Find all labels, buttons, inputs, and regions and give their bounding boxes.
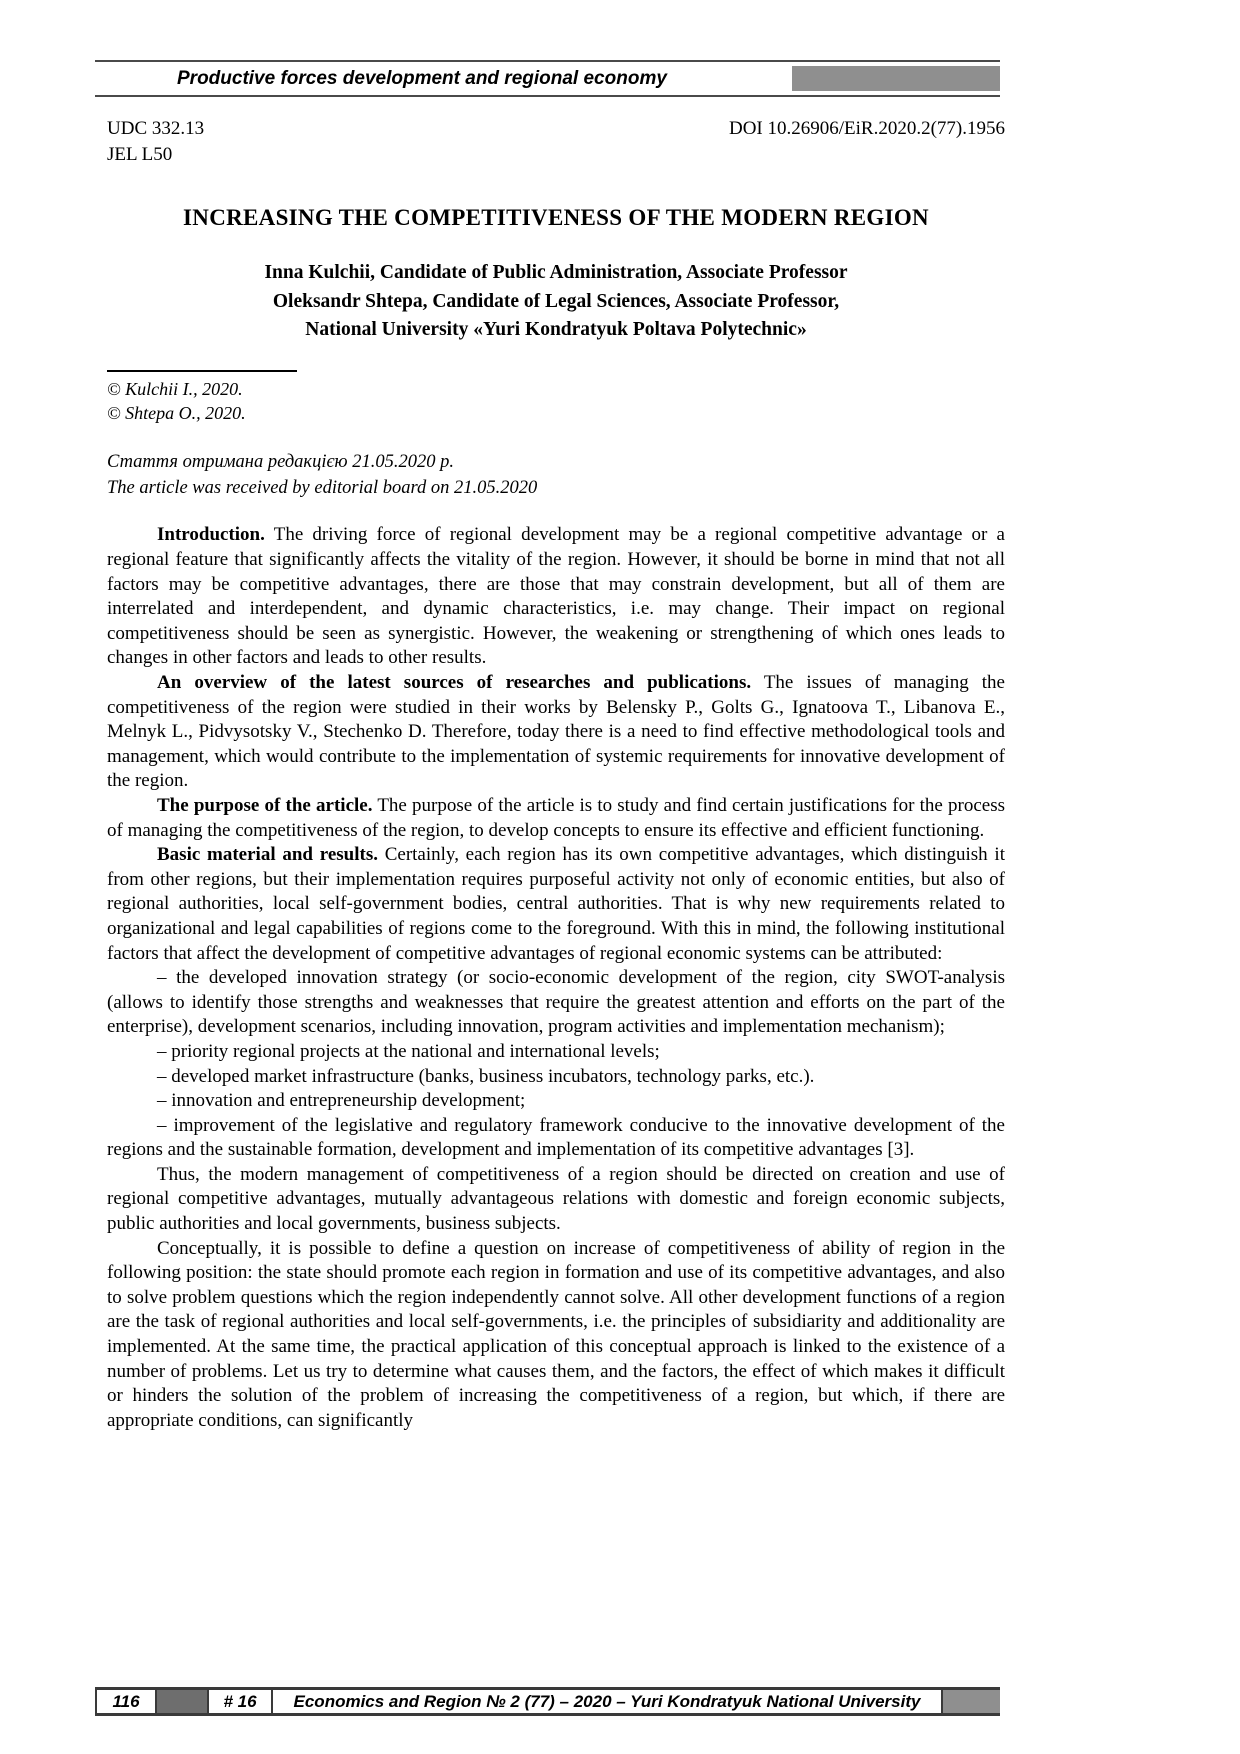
journal-line: Economics and Region № 2 (77) – 2020 – Yuri Kondratyuk National University <box>273 1690 943 1713</box>
copyright-line: © Shtepa O., 2020. <box>107 403 246 424</box>
list-item <box>107 1040 1005 1065</box>
authors-block <box>107 259 1005 344</box>
paragraph-purpose <box>107 794 1005 843</box>
list-item <box>107 1089 1005 1114</box>
paragraph-conceptually <box>107 1237 1005 1434</box>
paragraph-text: The issues of managing the competitiveness of the region were studied in their works by Belensky P., Golts G., Ignatoova T., Libanova E., Melnyk L., Pidvysotsky V., Stechenko D. Therefore, today there is a need to find effective methodological tools and management, which would contribute to the implementation of systemic requirements for innovative development of the region. <box>107 672 1005 792</box>
paragraph-overview <box>107 671 1005 794</box>
list-item <box>107 966 1005 1040</box>
paragraph-text: Conceptually, it is possible to define a question on increase of competitiveness of ability of region in the following position: the state should promote each region in formation and use of its competitive advantages, and also to solve problem questions which the region independently cannot solve. All other development functions of a region are the task of regional authorities and local self-governments, i.e. the principles of subsidiarity and additionality are implemented. At the same time, the practical application of this conceptual approach is linked to the existence of a number of problems. Let us try to determine what causes them, and the factors, the effect of which makes it difficult or hinders the solution of the problem of increasing the competitiveness of a region, but which, if there are appropriate conditions, can significantly <box>107 1237 1005 1431</box>
paragraph-lead: Basic material and results. <box>157 844 378 866</box>
paragraph-text: Thus, the modern management of competitiveness of a region should be directed on creation and use of regional competitive advantages, mutually advantageous relations with domestic and foreign economic subjects, public authorities and local governments, business subjects. <box>107 1163 1005 1235</box>
header-gray-block <box>792 66 1000 91</box>
paragraph-basic-material <box>107 843 1005 966</box>
issue-mark: # 16 <box>209 1690 273 1713</box>
author-line: Inna Kulchii, Candidate of Public Administration, Associate Professor <box>264 262 848 284</box>
paragraph-text: – developed market infrastructure (banks, business incubators, technology parks, etc.). <box>157 1065 815 1087</box>
article-meta <box>107 116 1005 167</box>
page-number: 116 <box>95 1690 157 1713</box>
author-line: Oleksandr Shtepa, Candidate of Legal Sciences, Associate Professor, <box>272 290 840 312</box>
received-block <box>107 450 1005 502</box>
jel-code: JEL L50 <box>107 143 173 165</box>
meta-left <box>107 116 204 167</box>
footnote-rule <box>107 370 297 372</box>
paragraph-text: – innovation and entrepreneurship development; <box>157 1090 526 1112</box>
udc-code: UDC 332.13 <box>107 118 205 139</box>
section-title: Productive forces development and regional economy <box>177 67 667 89</box>
paragraph-text: The driving force of regional development may be a regional competitive advantage or a regional feature that significantly affects the vitality of the region. However, it should be borne in mind that not all factors may be competitive advantages, there are those that may constrain development, but all of them are interrelated and interdependent, and dynamic characteristics, i.e. may change. Their impact on regional competitiveness should be seen as synergistic. However, the weakening or strengthening of which ones leads to changes in other factors and leads to other results. <box>107 524 1005 669</box>
copyright-line: © Kulchii I., 2020. <box>107 379 243 400</box>
page-header-band <box>95 60 1000 97</box>
article-title: INCREASING THE COMPETITIVENESS OF THE MODERN REGION <box>183 205 929 231</box>
paragraph-text: – priority regional projects at the national and international levels; <box>157 1040 660 1062</box>
paragraph-lead: Introduction. <box>157 524 265 546</box>
article-body <box>107 523 1005 1433</box>
paragraph-lead: An overview of the latest sources of researches and publications. <box>157 672 752 694</box>
list-item <box>107 1114 1005 1163</box>
doi-code: DOI 10.26906/EiR.2020.2(77).1956 <box>728 118 1005 139</box>
paragraph-text: Certainly, each region has its own competitive advantages, which distinguish it from other regions, but their implementation requires purposeful activity not only of economic entities, but also of regional authorities, local self-government bodies, central authorities. That is why new requirements related to organizational and legal capabilities of regions come to the foreground. With this in mind, the following institutional factors that affect the development of competitive advantages of regional economic systems can be attributed: <box>107 844 1005 964</box>
paragraph-text: – the developed innovation strategy (or socio-economic development of the region, city SWOT-analysis (allows to identify those strengths and weaknesses that require the greatest attention and efforts on the part of the enterprise), development scenarios, including innovation, program activities and implementation mechanism); <box>107 967 1005 1038</box>
received-line-uk: Стаття отримана редакцією 21.05.2020 р. <box>107 451 454 472</box>
list-item <box>107 1065 1005 1090</box>
footer-gray-block-left <box>157 1690 209 1713</box>
paragraph-lead: The purpose of the article. <box>157 794 373 816</box>
copyright-block <box>107 377 1005 426</box>
paragraph-introduction <box>107 523 1005 671</box>
paragraph-text: – improvement of the legislative and regulatory framework conducive to the innovative development of the regions and the sustainable formation, development and implementation of its competitive advantages [3]. <box>107 1114 1005 1161</box>
footer-gray-block-right <box>943 1690 1000 1713</box>
page-footer-band <box>95 1687 1000 1716</box>
paragraph-thus <box>107 1163 1005 1237</box>
article-content <box>107 116 1005 1433</box>
received-line-en: The article was received by editorial board on 21.05.2020 <box>107 477 538 498</box>
affiliation-line: National University «Yuri Kondratyuk Poltava Polytechnic» <box>305 318 807 340</box>
paragraph-text: The purpose of the article is to study and find certain justifications for the process of managing the competitiveness of the region, to develop concepts to ensure its effective and efficient functioning. <box>107 794 1005 841</box>
